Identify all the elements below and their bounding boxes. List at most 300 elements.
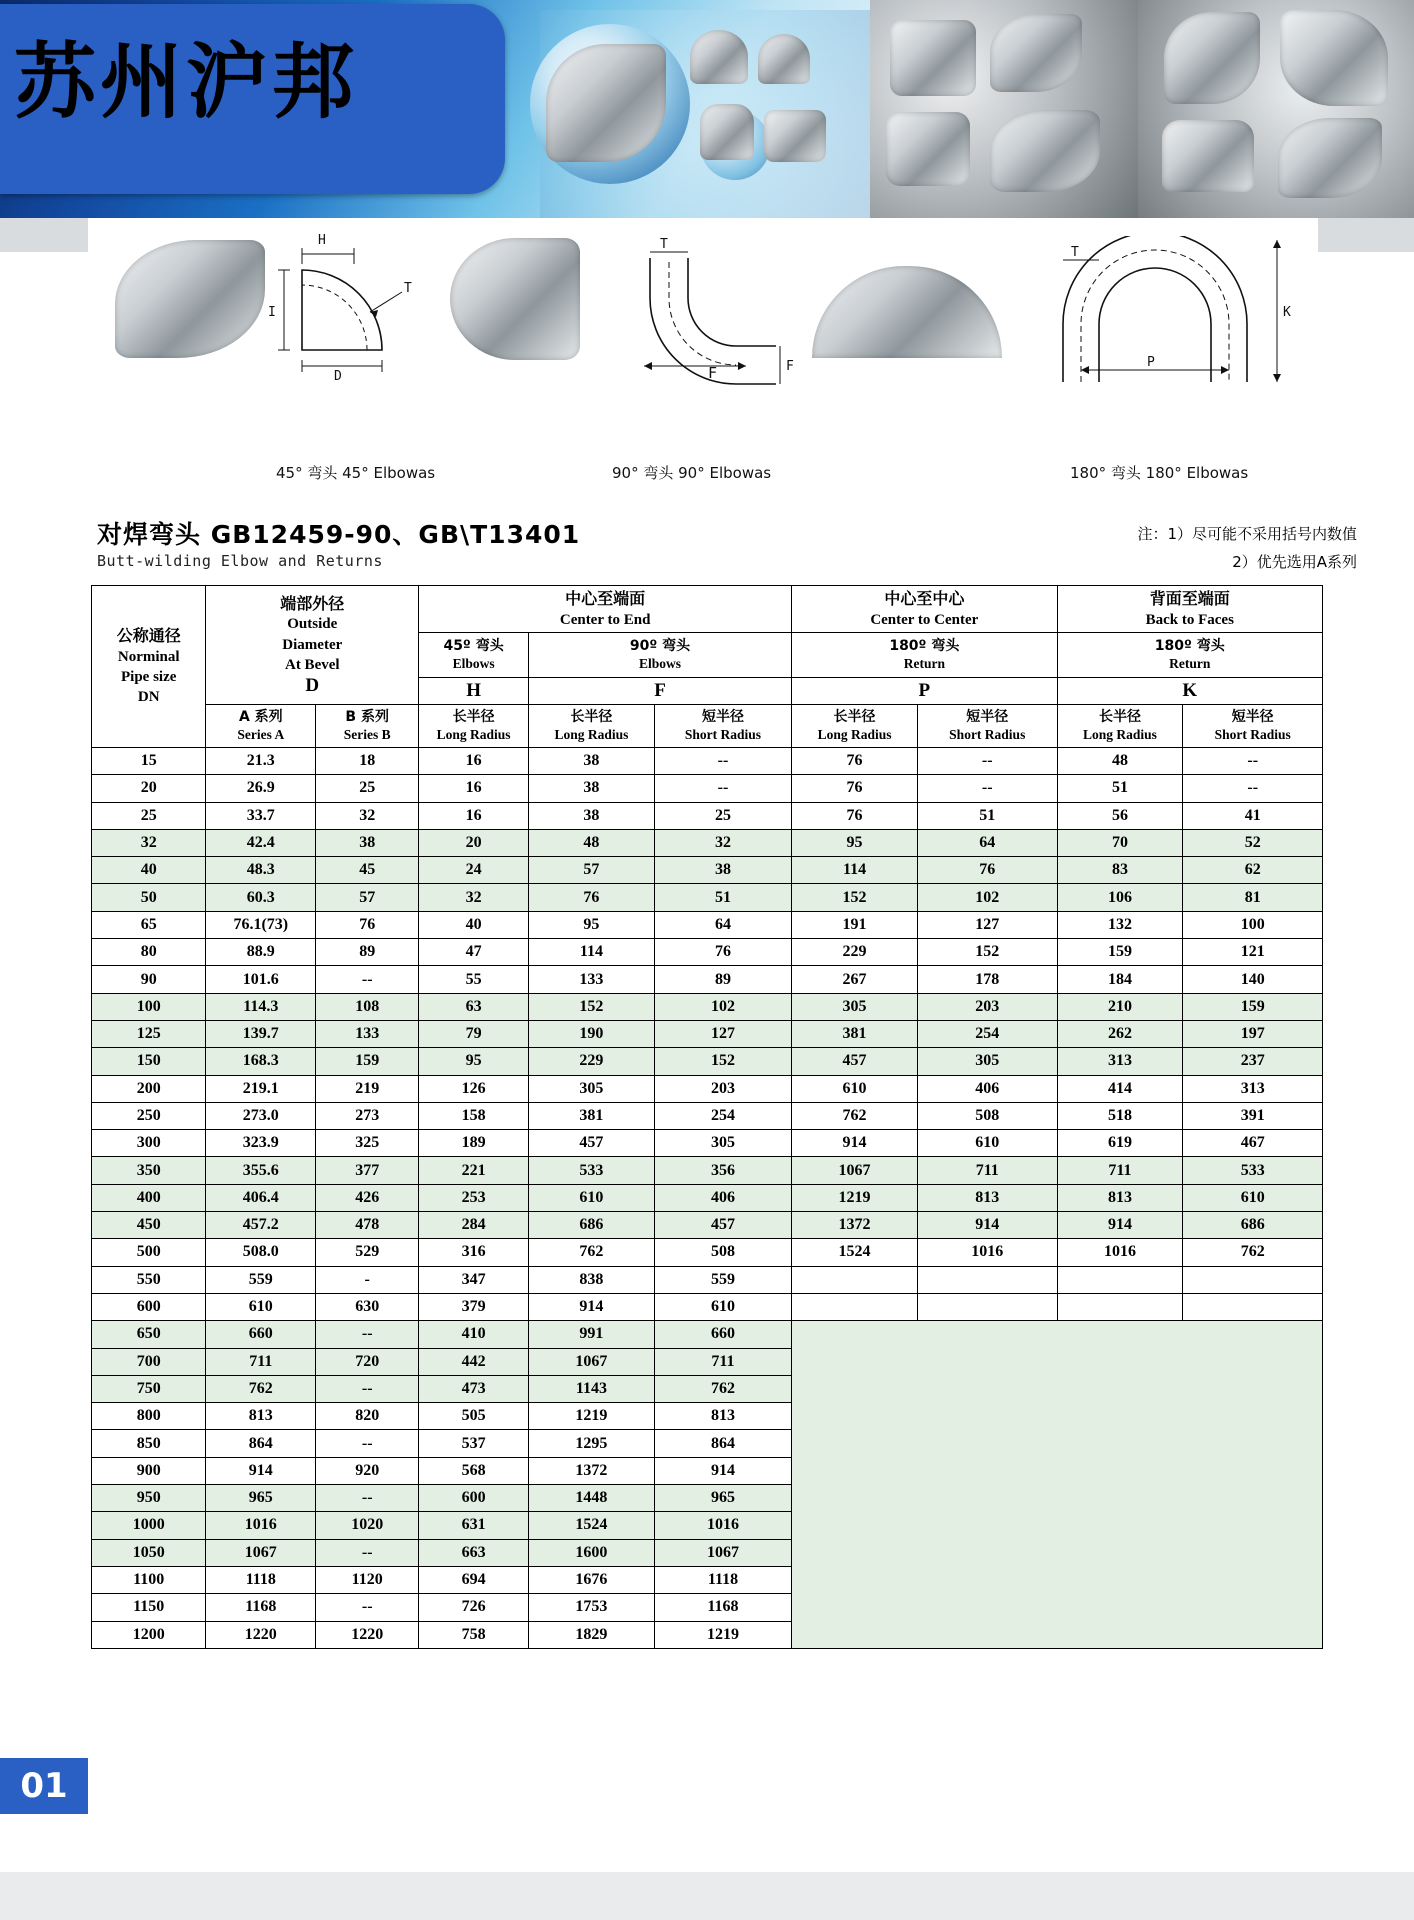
reducer-photo-2 — [1162, 120, 1254, 192]
header-180k-en: Return — [1169, 656, 1211, 672]
note-line-1: 注：1）尽可能不采用括号内数值 — [1137, 525, 1357, 543]
cell-k-short: 52 — [1183, 829, 1323, 856]
cell-h-long: 126 — [419, 1075, 529, 1102]
letter-p: P — [918, 680, 931, 701]
svg-text:T: T — [404, 281, 412, 296]
cell-series-a: 1118 — [206, 1566, 316, 1593]
page-number-badge: 01 — [0, 1758, 88, 1814]
table-row — [92, 857, 1323, 884]
cell-k-short: 197 — [1183, 1020, 1323, 1047]
cell-series-b: -- — [316, 1321, 419, 1348]
letter-h: H — [466, 680, 481, 701]
cell-k-short: 140 — [1183, 966, 1323, 993]
cell-p-short — [917, 1266, 1057, 1293]
cell-p-short: 305 — [917, 1048, 1057, 1075]
header-letter-p — [792, 678, 1057, 705]
header-outside-cn: 端部外径 — [280, 593, 345, 613]
header-center-to-end-en: Center to End — [559, 611, 651, 628]
cell-h-long: 63 — [419, 993, 529, 1020]
cell-k-long: 70 — [1057, 829, 1183, 856]
cell-k-long: 313 — [1057, 1048, 1183, 1075]
table-row — [92, 1102, 1323, 1129]
cell-f-long: 57 — [529, 857, 655, 884]
cell-f-short: 1168 — [654, 1594, 791, 1621]
tee-photo-1 — [890, 20, 976, 96]
cell-k-short: 762 — [1183, 1239, 1323, 1266]
page-title-en: Butt-wilding Elbow and Returns — [97, 552, 383, 570]
cell-f-short: -- — [654, 775, 791, 802]
cell-p-long: 76 — [792, 775, 918, 802]
cell-dn: 1200 — [92, 1621, 206, 1648]
reducer-photo-1 — [700, 104, 754, 160]
cell-f-short: 813 — [654, 1403, 791, 1430]
header-90-cn: 90º 弯头 — [629, 638, 691, 655]
cell-f-short: 610 — [654, 1293, 791, 1320]
svg-text:T: T — [660, 238, 668, 252]
cell-series-a: 914 — [206, 1457, 316, 1484]
cell-series-a: 168.3 — [206, 1048, 316, 1075]
cell-h-long: 379 — [419, 1293, 529, 1320]
cell-dn: 150 — [92, 1048, 206, 1075]
cell-dn: 450 — [92, 1212, 206, 1239]
cell-f-long: 1067 — [529, 1348, 655, 1375]
cell-f-short: 127 — [654, 1020, 791, 1047]
cell-f-long: 686 — [529, 1212, 655, 1239]
cell-f-long: 133 — [529, 966, 655, 993]
cell-f-long: 991 — [529, 1321, 655, 1348]
cell-k-long: 711 — [1057, 1157, 1183, 1184]
cell-dn: 25 — [92, 802, 206, 829]
cell-series-a: 26.9 — [206, 775, 316, 802]
cell-p-long: 267 — [792, 966, 918, 993]
header-f-long-en: Long Radius — [554, 727, 629, 743]
cell-series-a: 88.9 — [206, 939, 316, 966]
cell-series-a: 323.9 — [206, 1130, 316, 1157]
cell-p-short — [917, 1293, 1057, 1320]
cell-k-short: 81 — [1183, 884, 1323, 911]
header-outside-en1: Outside — [287, 616, 338, 633]
table-row — [92, 884, 1323, 911]
cell-k-long: 184 — [1057, 966, 1183, 993]
svg-text:K: K — [1283, 305, 1291, 320]
cell-p-long: 95 — [792, 829, 918, 856]
cell-p-long: 114 — [792, 857, 918, 884]
cell-dn: 700 — [92, 1348, 206, 1375]
cell-p-long: 76 — [792, 748, 918, 775]
cell-series-b: 720 — [316, 1348, 419, 1375]
cell-series-b: -- — [316, 966, 419, 993]
header-180p-en: Return — [903, 656, 945, 672]
cell-k-long: 518 — [1057, 1102, 1183, 1129]
table-row — [92, 1075, 1323, 1102]
cell-k-short: -- — [1183, 775, 1323, 802]
cell-f-short: 89 — [654, 966, 791, 993]
cell-f-long: 152 — [529, 993, 655, 1020]
cell-f-short: 152 — [654, 1048, 791, 1075]
cell-series-a: 406.4 — [206, 1184, 316, 1211]
cell-p-short: 203 — [917, 993, 1057, 1020]
cell-p-long: 1524 — [792, 1239, 918, 1266]
cell-p-short: 51 — [917, 802, 1057, 829]
header-center-to-center-cn: 中心至中心 — [884, 589, 965, 609]
elbow-photo-2 — [990, 14, 1082, 92]
cell-series-b: 426 — [316, 1184, 419, 1211]
cell-f-long: 95 — [529, 911, 655, 938]
cell-dn: 1000 — [92, 1512, 206, 1539]
cell-f-long: 1600 — [529, 1539, 655, 1566]
header-cell-center-to-end — [419, 586, 792, 633]
cell-series-a: 864 — [206, 1430, 316, 1457]
caption-90-elbows: 90° 弯头 90° Elbowas — [612, 464, 772, 482]
cell-k-short: 121 — [1183, 939, 1323, 966]
cell-series-b: 1020 — [316, 1512, 419, 1539]
header-center-to-center-en: Center to Center — [870, 611, 979, 628]
table-row — [92, 1239, 1323, 1266]
header-series-a-en: Series A — [237, 727, 285, 743]
cell-series-b: 478 — [316, 1212, 419, 1239]
cell-series-a: 1168 — [206, 1594, 316, 1621]
cell-h-long: 505 — [419, 1403, 529, 1430]
table-row — [92, 802, 1323, 829]
cell-h-long: 16 — [419, 775, 529, 802]
cell-series-a: 48.3 — [206, 857, 316, 884]
cell-series-b: 18 — [316, 748, 419, 775]
cell-p-short: 508 — [917, 1102, 1057, 1129]
header-cell-back-to-faces — [1057, 586, 1322, 633]
cell-k-long: 262 — [1057, 1020, 1183, 1047]
cell-h-long: 253 — [419, 1184, 529, 1211]
header-series-a — [206, 705, 316, 748]
cell-p-long: 1067 — [792, 1157, 918, 1184]
header-h-long-radius — [419, 705, 529, 748]
cell-p-short: 406 — [917, 1075, 1057, 1102]
company-logo-box — [0, 4, 505, 194]
cell-dn: 800 — [92, 1403, 206, 1430]
cell-f-long: 1219 — [529, 1403, 655, 1430]
cell-k-long — [1057, 1293, 1183, 1320]
header-outside-letter: D — [305, 675, 320, 697]
company-logo-text: 苏州沪邦 — [14, 35, 359, 130]
cell-dn: 400 — [92, 1184, 206, 1211]
cell-series-b: 377 — [316, 1157, 419, 1184]
cell-p-short: 64 — [917, 829, 1057, 856]
cell-series-b: 1120 — [316, 1566, 419, 1593]
cell-f-short: 457 — [654, 1212, 791, 1239]
cell-f-long: 38 — [529, 748, 655, 775]
cell-p-long: 1372 — [792, 1212, 918, 1239]
cell-p-short: -- — [917, 775, 1057, 802]
header-photo-2 — [1138, 0, 1414, 218]
svg-text:P: P — [1147, 355, 1155, 370]
table-row — [92, 966, 1323, 993]
cell-series-a: 965 — [206, 1485, 316, 1512]
cell-series-b: -- — [316, 1539, 419, 1566]
cell-k-long: 210 — [1057, 993, 1183, 1020]
cell-h-long: 568 — [419, 1457, 529, 1484]
cell-f-short: 864 — [654, 1430, 791, 1457]
svg-text:I: I — [268, 305, 276, 320]
header-letter-h — [419, 678, 529, 705]
cell-k-short: 62 — [1183, 857, 1323, 884]
cell-h-long: 24 — [419, 857, 529, 884]
cell-h-long: 758 — [419, 1621, 529, 1648]
cell-f-long: 229 — [529, 1048, 655, 1075]
cell-f-short: 965 — [654, 1485, 791, 1512]
header-outside-en2: Diameter — [282, 636, 343, 653]
header-f-short-radius — [654, 705, 791, 748]
header-k-short-en: Short Radius — [1214, 727, 1291, 743]
cell-series-a: 60.3 — [206, 884, 316, 911]
cell-series-b: 38 — [316, 829, 419, 856]
cell-h-long: 16 — [419, 748, 529, 775]
elbow-photo-4 — [1164, 12, 1260, 104]
header-series-b — [316, 705, 419, 748]
cell-p-long: 76 — [792, 802, 918, 829]
header-k-long-radius — [1057, 705, 1183, 748]
cell-f-short: 356 — [654, 1157, 791, 1184]
cell-k-long: 1016 — [1057, 1239, 1183, 1266]
header-45-cn: 45º 弯头 — [443, 638, 504, 655]
cell-h-long: 631 — [419, 1512, 529, 1539]
cell-dn: 250 — [92, 1102, 206, 1129]
cell-f-long: 457 — [529, 1130, 655, 1157]
elbow-45-dimension-drawing — [262, 230, 452, 380]
cell-f-long: 610 — [529, 1184, 655, 1211]
cell-k-long: 56 — [1057, 802, 1183, 829]
cell-k-short: 533 — [1183, 1157, 1323, 1184]
cell-f-long: 1372 — [529, 1457, 655, 1484]
cell-f-long: 38 — [529, 775, 655, 802]
header-cell-90-elbows — [529, 633, 792, 678]
cell-h-long: 284 — [419, 1212, 529, 1239]
cell-k-short: 610 — [1183, 1184, 1323, 1211]
cell-f-long: 1295 — [529, 1430, 655, 1457]
cell-p-long: 381 — [792, 1020, 918, 1047]
header-cell-180-return-k — [1057, 633, 1322, 678]
header-cell-outside-diameter — [206, 586, 419, 705]
cell-series-a: 114.3 — [206, 993, 316, 1020]
cell-p-short: 178 — [917, 966, 1057, 993]
header-letter-f — [529, 678, 792, 705]
cell-p-long: 152 — [792, 884, 918, 911]
cell-series-a: 76.1(73) — [206, 911, 316, 938]
cell-series-b: 325 — [316, 1130, 419, 1157]
cell-f-short: 508 — [654, 1239, 791, 1266]
cell-f-short: 254 — [654, 1102, 791, 1129]
header-k-long-en: Long Radius — [1082, 727, 1157, 743]
cell-dn: 1150 — [92, 1594, 206, 1621]
cell-series-a: 610 — [206, 1293, 316, 1320]
cell-k-short — [1183, 1293, 1323, 1320]
cell-h-long: 189 — [419, 1130, 529, 1157]
cell-h-long: 95 — [419, 1048, 529, 1075]
cell-dn: 125 — [92, 1020, 206, 1047]
table-row — [92, 1157, 1323, 1184]
svg-text:H: H — [318, 233, 326, 248]
cell-k-long — [1057, 1266, 1183, 1293]
cell-series-a: 42.4 — [206, 829, 316, 856]
table-row — [92, 1184, 1323, 1211]
elbow-photo-left — [546, 44, 666, 162]
cell-series-b: 25 — [316, 775, 419, 802]
cell-k-long: 619 — [1057, 1130, 1183, 1157]
cell-p-long: 914 — [792, 1130, 918, 1157]
cell-k-short: 100 — [1183, 911, 1323, 938]
header-f-long-cn: 长半径 — [570, 709, 613, 726]
header-back-to-faces-en: Back to Faces — [1145, 611, 1234, 628]
cell-f-long: 48 — [529, 829, 655, 856]
cell-f-long: 533 — [529, 1157, 655, 1184]
cell-f-short: 203 — [654, 1075, 791, 1102]
cell-f-long: 190 — [529, 1020, 655, 1047]
cell-p-long: 610 — [792, 1075, 918, 1102]
cell-series-a: 273.0 — [206, 1102, 316, 1129]
cell-f-short: 102 — [654, 993, 791, 1020]
cell-f-short: 32 — [654, 829, 791, 856]
header-dn-en3: DN — [137, 689, 160, 706]
cell-k-short: 467 — [1183, 1130, 1323, 1157]
table-row — [92, 829, 1323, 856]
cell-dn: 1050 — [92, 1539, 206, 1566]
header-k-short-cn: 短半径 — [1231, 709, 1274, 726]
cell-series-b: 45 — [316, 857, 419, 884]
cell-h-long: 32 — [419, 884, 529, 911]
cell-series-b: 219 — [316, 1075, 419, 1102]
cell-series-a: 457.2 — [206, 1212, 316, 1239]
elbow-spec-table — [91, 585, 1323, 1649]
header-p-long-cn: 长半径 — [833, 709, 876, 726]
cell-k-short: 237 — [1183, 1048, 1323, 1075]
cell-f-short: -- — [654, 748, 791, 775]
cell-dn: 200 — [92, 1075, 206, 1102]
table-row — [92, 939, 1323, 966]
cell-k-short: 41 — [1183, 802, 1323, 829]
cell-k-long: 106 — [1057, 884, 1183, 911]
header-letter-k — [1057, 678, 1322, 705]
cell-f-short: 25 — [654, 802, 791, 829]
header-cell-45-elbows — [419, 633, 529, 678]
cell-dn: 80 — [92, 939, 206, 966]
cell-k-long: 51 — [1057, 775, 1183, 802]
caption-45-elbows: 45° 弯头 45° Elbowas — [276, 464, 436, 482]
cell-series-b: 920 — [316, 1457, 419, 1484]
header-center-to-end-cn: 中心至端面 — [565, 589, 646, 609]
cell-f-long: 1524 — [529, 1512, 655, 1539]
cell-f-long: 1829 — [529, 1621, 655, 1648]
header-f-long-radius — [529, 705, 655, 748]
letter-k: K — [1182, 680, 1198, 701]
cell-k-short — [1183, 1266, 1323, 1293]
header-outside-en3: At Bevel — [284, 656, 340, 673]
cell-series-b: -- — [316, 1594, 419, 1621]
cell-series-a: 101.6 — [206, 966, 316, 993]
table-row — [92, 1321, 1323, 1348]
cell-series-b: 1220 — [316, 1621, 419, 1648]
cell-dn: 90 — [92, 966, 206, 993]
cell-p-long: 305 — [792, 993, 918, 1020]
header-series-b-cn: B 系列 — [345, 709, 389, 726]
empty-green-block — [792, 1321, 1323, 1649]
table-row — [92, 1293, 1323, 1320]
letter-f: F — [654, 680, 666, 701]
header-h-long-cn: 长半径 — [452, 709, 495, 726]
caption-180-elbows: 180° 弯头 180° Elbowas — [1070, 464, 1249, 482]
cell-dn: 550 — [92, 1266, 206, 1293]
cell-series-a: 762 — [206, 1375, 316, 1402]
elbow-180-dimension-drawing — [1045, 236, 1315, 396]
cell-dn: 600 — [92, 1293, 206, 1320]
cell-h-long: 79 — [419, 1020, 529, 1047]
elbow-diagram-strip — [0, 233, 1414, 482]
cell-f-long: 38 — [529, 802, 655, 829]
header-f-short-cn: 短半径 — [701, 709, 744, 726]
page-title-cn: 对焊弯头 GB12459-90、GB\T13401 — [97, 520, 581, 549]
header-p-long-radius — [792, 705, 918, 748]
cell-series-a: 21.3 — [206, 748, 316, 775]
cell-k-short: 313 — [1183, 1075, 1323, 1102]
cell-p-short: 914 — [917, 1212, 1057, 1239]
cell-f-short: 711 — [654, 1348, 791, 1375]
cell-p-short: 1016 — [917, 1239, 1057, 1266]
header-photo-1 — [870, 0, 1138, 218]
cell-f-short: 76 — [654, 939, 791, 966]
cell-k-long: 914 — [1057, 1212, 1183, 1239]
note-line-2: 2）优先选用A系列 — [1232, 553, 1357, 571]
cell-h-long: 663 — [419, 1539, 529, 1566]
header-p-short-cn: 短半径 — [966, 709, 1009, 726]
elbow-45-photo-2 — [450, 238, 580, 360]
header-45-en: Elbows — [452, 656, 495, 672]
header-k-short-radius — [1183, 705, 1323, 748]
cell-p-long: 1219 — [792, 1184, 918, 1211]
cell-f-long: 838 — [529, 1266, 655, 1293]
cell-f-long: 1143 — [529, 1375, 655, 1402]
cell-p-short: 76 — [917, 857, 1057, 884]
cell-series-b: 76 — [316, 911, 419, 938]
cell-f-short: 64 — [654, 911, 791, 938]
header-series-b-en: Series B — [343, 727, 391, 743]
header-p-short-en: Short Radius — [949, 727, 1026, 743]
cell-k-long: 48 — [1057, 748, 1183, 775]
header-dn-en1: Norminal — [117, 648, 180, 665]
cell-f-long: 76 — [529, 884, 655, 911]
cell-series-b: -- — [316, 1375, 419, 1402]
cell-dn: 32 — [92, 829, 206, 856]
cell-f-long: 762 — [529, 1239, 655, 1266]
cell-series-a: 1067 — [206, 1539, 316, 1566]
cell-h-long: 442 — [419, 1348, 529, 1375]
cell-p-long — [792, 1266, 918, 1293]
cell-k-short: 391 — [1183, 1102, 1323, 1129]
header-180k-cn: 180º 弯头 — [1154, 638, 1225, 655]
tee-photo-small — [764, 110, 826, 162]
cell-series-b: -- — [316, 1430, 419, 1457]
cell-dn: 15 — [92, 748, 206, 775]
header-h-long-en: Long Radius — [436, 727, 511, 743]
cell-k-short: 686 — [1183, 1212, 1323, 1239]
cell-dn: 65 — [92, 911, 206, 938]
stub-end-photo — [886, 112, 970, 186]
cell-k-long: 813 — [1057, 1184, 1183, 1211]
cell-f-short: 406 — [654, 1184, 791, 1211]
cell-h-long: 55 — [419, 966, 529, 993]
cell-f-long: 1448 — [529, 1485, 655, 1512]
cell-h-long: 16 — [419, 802, 529, 829]
cell-f-short: 914 — [654, 1457, 791, 1484]
cell-series-a: 219.1 — [206, 1075, 316, 1102]
elbow-180-photo — [812, 266, 1002, 358]
cell-p-short: 254 — [917, 1020, 1057, 1047]
